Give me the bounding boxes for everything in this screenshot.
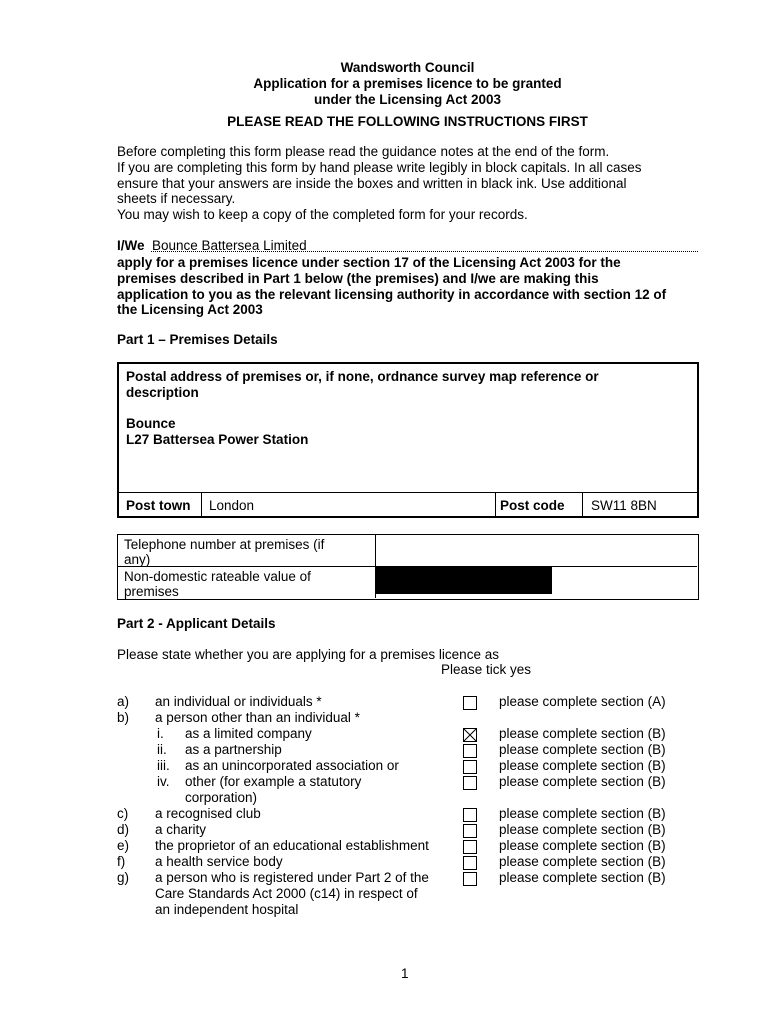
option-label: a health service body [155,854,283,869]
option-instruction: please complete section (B) [499,774,666,789]
rateable-label-line2: premises [124,584,179,599]
option-label: a recognised club [155,806,261,821]
option-instruction: please complete section (B) [499,742,666,757]
option-instruction: please complete section (B) [499,758,666,773]
option-checkbox[interactable] [463,760,477,774]
option-checkbox[interactable] [463,776,477,790]
option-instruction: please complete section (B) [499,870,666,885]
option-label: as a partnership [185,742,282,757]
option-instruction: please complete section (A) [499,694,666,709]
part2-question: Please state whether you are applying for a premises licence as [117,647,499,662]
statement-line-2: premises described in Part 1 below (the premises) and I/we are making this [117,271,599,286]
statement-line-4: the Licensing Act 2003 [117,302,263,317]
divider [495,492,496,516]
option-label-cont: Care Standards Act 2000 (c14) in respect of [155,886,418,901]
divider [582,492,583,516]
address-label-line2: description [126,385,199,400]
part2-heading: Part 2 - Applicant Details [117,616,276,631]
applicant-name: Bounce Battersea Limited [152,238,307,253]
option-instruction: please complete section (B) [499,854,666,869]
council-name: Wandsworth Council [340,60,475,75]
telephone-label-line2: any) [124,552,151,567]
option-letter: e) [117,838,130,853]
form-title-line2: under the Licensing Act 2003 [313,92,502,107]
option-label: a person other than an individual * [155,710,360,725]
part1-heading: Part 1 – Premises Details [117,332,278,347]
option-label: an individual or individuals * [155,694,322,709]
intro-line-5: You may wish to keep a copy of the completed form for your records. [117,207,528,222]
check-x-icon [464,729,476,741]
premises-contact-table [117,534,699,600]
post-code-label: Post code [500,498,565,513]
option-label-cont: an independent hospital [155,902,299,917]
rateable-label-line1: Non-domestic rateable value of [124,569,311,584]
applicant-label: I/We [117,238,145,253]
post-town-field[interactable]: London [209,498,255,513]
option-numeral: ii. [157,742,167,757]
address-line1[interactable]: Bounce [126,416,176,431]
option-label: a person who is registered under Part 2 of the [155,870,429,885]
option-label: as a limited company [185,726,312,741]
option-checkbox[interactable] [463,808,477,822]
intro-line-2: If you are completing this form by hand please write legibly in block capitals. In all cases [117,160,642,175]
intro-line-3: ensure that your answers are inside the boxes and written in black ink. Use additional [117,176,627,191]
option-checkbox[interactable] [463,856,477,870]
post-code-field[interactable]: SW11 8BN [591,498,657,513]
telephone-label-line1: Telephone number at premises (if [124,537,325,552]
statement-line-3: application to you as the relevant licensing authority in accordance with section 12 of [117,287,667,302]
option-letter: b) [117,710,130,725]
intro-line-4: sheets if necessary. [117,191,236,206]
telephone-field[interactable] [382,541,682,561]
option-instruction: please complete section (B) [499,806,666,821]
option-label: the proprietor of an educational establishment [155,838,429,853]
option-instruction: please complete section (B) [499,838,666,853]
intro-line-1: Before completing this form please read the guidance notes at the end of the form. [117,144,610,159]
option-letter: g) [117,870,130,885]
address-line2[interactable]: L27 Battersea Power Station [126,432,309,447]
option-checkbox[interactable] [463,840,477,854]
form-title-line1: Application for a premises licence to be granted [253,76,562,91]
redacted-rateable-value [376,567,552,594]
option-instruction: please complete section (B) [499,822,666,837]
statement-line-1: apply for a premises licence under section 17 of the Licensing Act 2003 for the [117,255,621,270]
option-letter: d) [117,822,130,837]
option-label-cont: corporation) [185,790,258,805]
tick-header: Please tick yes [441,662,532,677]
post-town-label: Post town [126,498,191,513]
option-checkbox[interactable] [463,872,477,886]
address-label-line1: Postal address of premises or, if none, ordnance survey map reference or [126,369,599,384]
option-letter: c) [117,806,129,821]
post-row-divider [119,492,697,493]
option-numeral: iv. [157,774,170,789]
option-label: other (for example a statutory [185,774,362,789]
option-checkbox-checked[interactable] [463,728,477,742]
option-label: as an unincorporated association or [185,758,399,773]
option-checkbox[interactable] [463,744,477,758]
divider [201,492,202,516]
page-number: 1 [401,966,409,981]
option-checkbox[interactable] [463,824,477,838]
instructions-heading: PLEASE READ THE FOLLOWING INSTRUCTIONS FIRST [227,114,588,129]
option-letter: a) [117,694,130,709]
option-label: a charity [155,822,207,837]
option-instruction: please complete section (B) [499,726,666,741]
option-checkbox[interactable] [463,696,477,710]
option-letter: f) [117,854,126,869]
option-numeral: iii. [157,758,170,773]
premises-address-box [117,362,699,518]
option-numeral: i. [157,726,164,741]
